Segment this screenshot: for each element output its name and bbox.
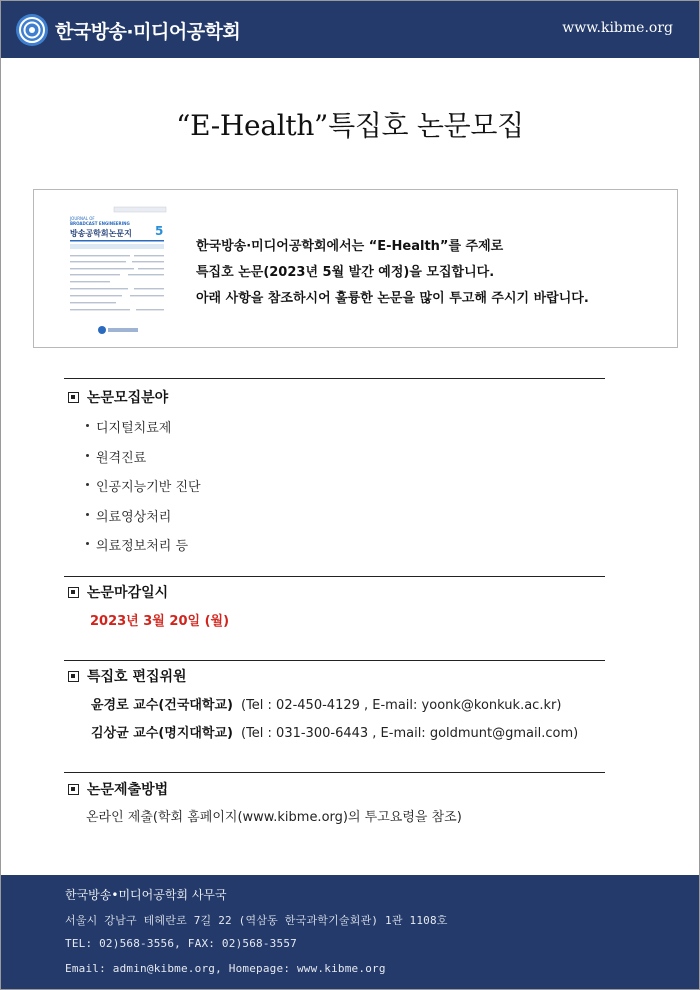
disc-logo-icon [15,13,49,47]
list-item [86,506,201,536]
deadline-date: 2023년 3월 20일 (월) [90,614,230,629]
intro-line: 한국방송·미디어공학회에서는 “E-Health”를 주제로 [196,239,504,254]
section-heading-submission [68,779,168,799]
footer-phone: TEL: 02)568-3556, FAX: 02)568-3557 [65,937,297,950]
list-item [86,476,201,506]
list-item [86,535,201,565]
footer-bar [1,875,699,989]
section-divider [64,378,605,379]
section-heading-text: 특집호 편집위원 [87,669,187,685]
section-heading-text: 논문마감일시 [87,585,169,601]
section-divider [64,772,605,773]
submission-text: 온라인 제출(학회 홈페이지(www.kibme.org)의 투고요령을 참조) [86,810,462,825]
list-item [86,447,201,477]
cover-journal-ko: 방송공학회논문지 [70,229,132,238]
list-item [86,417,201,447]
bullet-dot-icon [86,542,89,545]
cover-journal-en-1: JOURNAL OF [70,216,95,221]
editor-entry [91,722,578,741]
list-item-text: 인공지능기반 진단 [96,480,201,495]
bullet-dot-icon [86,483,89,486]
bullet-dot-icon [86,454,89,457]
section-heading-deadline [68,582,168,602]
editor-name: 윤경로 교수(건국대학교) [91,698,233,713]
org-name: 한국방송·미디어공학회 [55,20,241,43]
editor-name: 김상균 교수(명지대학교) [91,726,233,741]
section-divider [64,660,605,661]
website-link[interactable]: www.kibme.org [562,20,673,36]
section-heading-text: 논문모집분야 [87,390,169,406]
org-logo[interactable] [15,13,240,47]
page-title: “E-Health”특집호 논문모집 [176,109,524,142]
square-bullet-icon [68,392,79,403]
list-item-text: 의료영상처리 [96,509,172,525]
intro-line: 특집호 논문(2023년 5월 발간 예정)을 모집합니다. [196,265,495,280]
footer-address: 서울시 강남구 테헤란로 7길 22 (역삼동 한국과학기술회관) 1관 1108호 [65,914,448,927]
journal-cover-image [62,203,170,341]
section-heading-editors [68,666,187,686]
list-item-text: 의료정보처리 등 [96,539,189,554]
bullet-dot-icon [86,424,89,427]
cover-issue-number: 5 [155,224,164,238]
section-divider [64,576,605,577]
editor-contact[interactable]: (Tel : 02-450-4129 , E-mail: yoonk@konkuk.ac.kr) [241,698,562,713]
bullet-dot-icon [86,513,89,516]
square-bullet-icon [68,587,79,598]
fields-list [86,417,201,565]
intro-box [33,189,678,348]
footer-contact[interactable]: Email: admin@kibme.org, Homepage: www.kibme.org [65,962,386,975]
intro-text [196,234,589,312]
square-bullet-icon [68,671,79,682]
cover-journal-en-2: BROADCAST ENGINEERING [70,221,130,226]
footer-office: 한국방송•미디어공학회 사무국 [65,888,227,902]
header-bar [1,1,699,58]
section-heading-text: 논문제출방법 [87,782,169,798]
editor-entry [91,694,561,713]
list-item-text: 원격진료 [96,450,147,466]
editor-contact[interactable]: (Tel : 031-300-6443 , E-mail: goldmunt@gmail.com) [241,726,579,741]
list-item-text: 디지털치료제 [96,421,172,436]
square-bullet-icon [68,784,79,795]
section-heading-fields [68,387,168,407]
intro-line: 아래 사항을 참조하시어 훌륭한 논문을 많이 투고해 주시기 바랍니다. [196,291,589,306]
